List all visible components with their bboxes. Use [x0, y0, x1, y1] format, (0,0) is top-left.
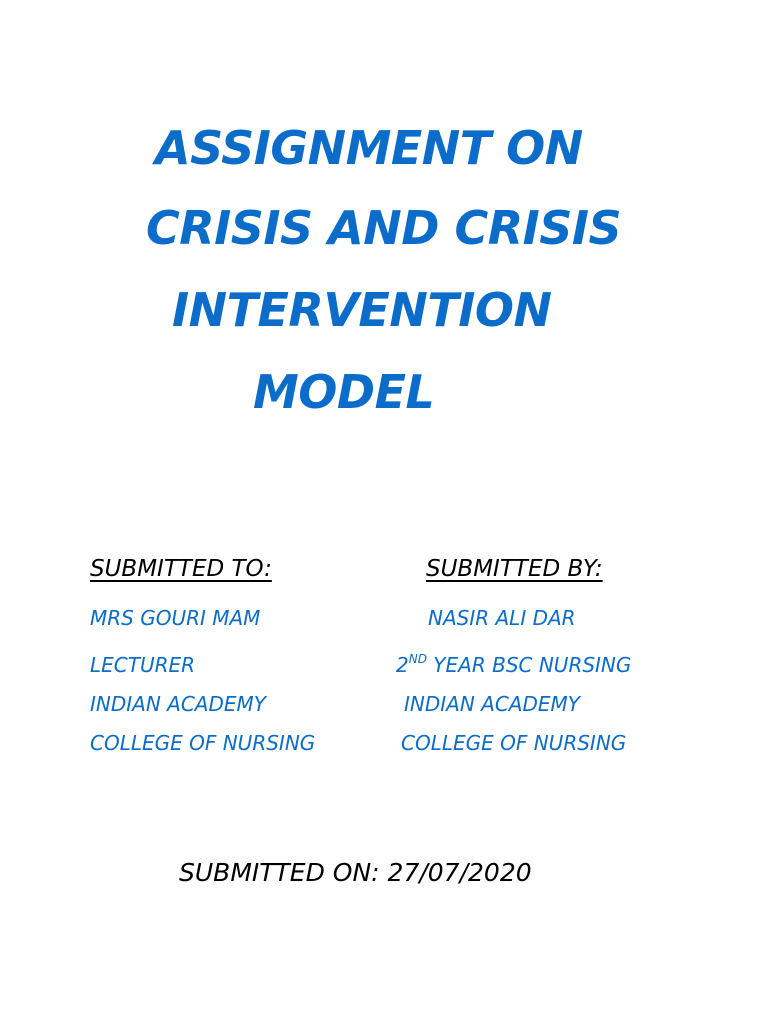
submitted-to-institution-line1: INDIAN ACADEMY: [90, 692, 266, 716]
submitted-by-label: SUBMITTED BY:: [426, 556, 603, 582]
title-line-4: MODEL: [253, 365, 435, 419]
title-line-2: CRISIS AND CRISIS: [146, 201, 622, 255]
submitted-on-date: SUBMITTED ON: 27/07/2020: [179, 858, 532, 887]
title-line-1: ASSIGNMENT ON: [155, 121, 583, 175]
year-suffix: ND: [408, 652, 427, 666]
year-rest: YEAR BSC NURSING: [426, 653, 632, 677]
submitted-by-name: NASIR ALI DAR: [428, 606, 576, 630]
submitted-to-institution-line2: COLLEGE OF NURSING: [90, 731, 316, 755]
submitted-to-role: LECTURER: [90, 653, 196, 677]
title-line-3: INTERVENTION: [172, 283, 552, 337]
submitted-to-label: SUBMITTED TO:: [90, 556, 272, 582]
submitted-by-institution-line2: COLLEGE OF NURSING: [401, 731, 627, 755]
submitted-by-institution-line1: INDIAN ACADEMY: [404, 692, 580, 716]
submitted-by-year: [396, 651, 631, 679]
year-number: 2: [396, 653, 409, 677]
submitted-to-name: MRS GOURI MAM: [90, 606, 261, 630]
